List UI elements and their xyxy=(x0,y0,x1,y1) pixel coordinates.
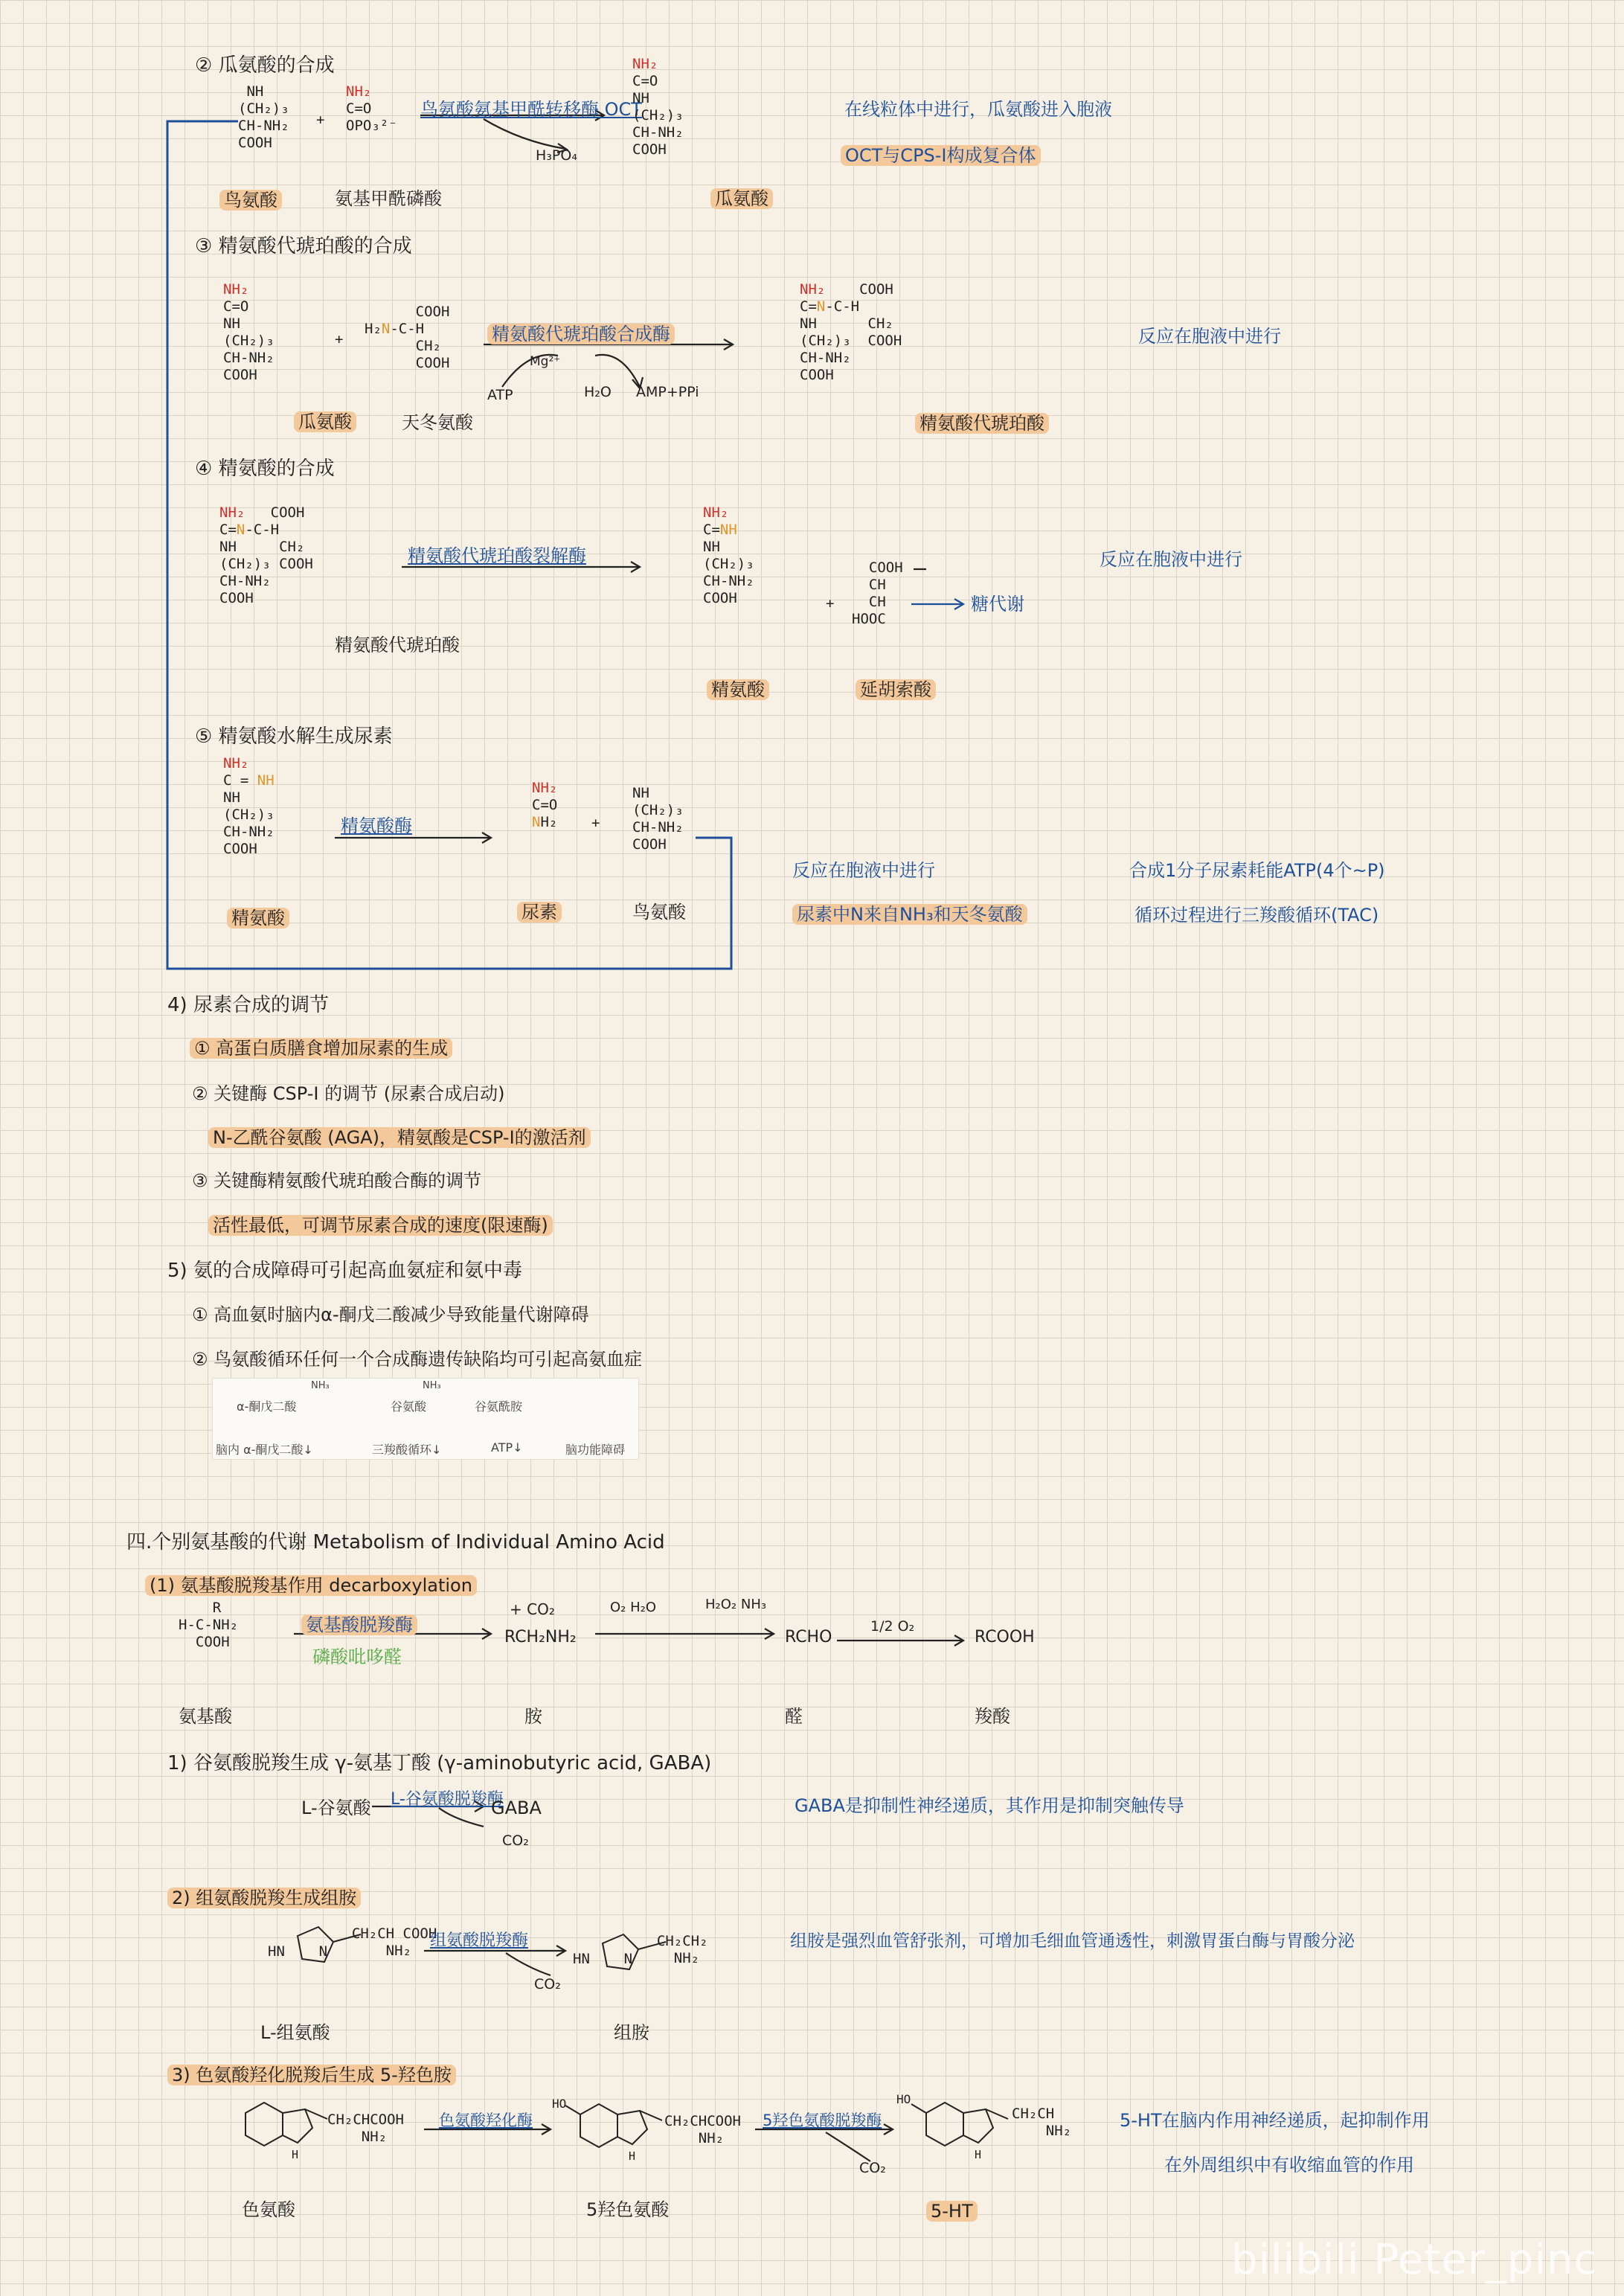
carbamoyl-phosphate-structure: NH₂ C=O OPO₃²⁻ xyxy=(346,83,397,134)
label-argininosuccinate: 精氨酸代琥珀酸 xyxy=(915,413,1049,434)
note-gaba: GABA是抑制性神经递质，其作用是抑制突触传导 xyxy=(795,1795,1184,1816)
5htp-nh: H xyxy=(629,2149,636,2163)
histamine-sidechain: CH₂CH₂ NH₂ xyxy=(656,1933,708,1966)
diagram-nh3-a: NH₃ xyxy=(311,1380,330,1391)
enzyme-5htp-decarboxylase: 5羟色氨酸脱羧酶 xyxy=(763,2111,882,2129)
label-aspartate: 天冬氨酸 xyxy=(402,412,473,433)
label-h2o: H₂O xyxy=(584,384,612,400)
label-tryptophan: 色氨酸 xyxy=(242,2199,295,2220)
histamine-ring-atoms: HN N xyxy=(573,1951,633,1967)
enzyme-decarboxylase: 氨基酸脱羧酶 xyxy=(301,1614,417,1635)
plus-sign-2: + xyxy=(335,331,344,347)
enzyme-histidine-decarboxylase: 组氨酸脱羧酶 xyxy=(430,1931,529,1950)
label-fumarate: 延胡索酸 xyxy=(856,679,936,700)
label-half-o2: 1/2 O₂ xyxy=(870,1618,915,1635)
formula-amine: RCH₂NH₂ xyxy=(504,1628,577,1646)
heading-decarboxylation: (1) 氨基酸脱羧基作用 decarboxylation xyxy=(145,1575,477,1596)
watermark: bilibili Peter_pinc xyxy=(1231,2236,1598,2284)
reg-item-3: ③ 关键酶精氨酸代琥珀酸合酶的调节 xyxy=(192,1170,482,1191)
label-5-hydroxytryptophan: 5羟色氨酸 xyxy=(586,2199,670,2220)
label-aldehyde: 醛 xyxy=(785,1706,803,1727)
note-serotonin-1: 5-HT在脑内作用神经递质，起抑制作用 xyxy=(1120,2110,1430,2131)
heading-arginine-hydrolysis: ⑤ 精氨酸水解生成尿素 xyxy=(195,725,393,748)
note-tac: 循环过程进行三羧酸循环(TAC) xyxy=(1134,905,1379,926)
label-arginine: 精氨酸 xyxy=(707,679,769,700)
label-citrulline-2: 瓜氨酸 xyxy=(294,411,356,432)
tryptophan-nh: H xyxy=(292,2148,299,2161)
enzyme-oct: 鸟氨酸氨基甲酰转移酶 OCT xyxy=(420,99,642,120)
hydroxyl-label-1: HO xyxy=(552,2097,567,2111)
5htp-sidechain: CH₂CHCOOH NH₂ xyxy=(664,2113,741,2146)
plus-sign: + xyxy=(316,112,325,128)
note-mitochondria: 在线粒体中进行，瓜氨酸进入胞液 xyxy=(844,99,1112,120)
serotonin-sidechain: CH₂CH NH₂ xyxy=(1012,2106,1072,2139)
ornithine-structure-2: NH (CH₂)₃ CH-NH₂ COOH xyxy=(632,785,684,853)
label-ornithine: 鸟氨酸 xyxy=(219,190,282,211)
enzyme-glutamate-decarboxylase: L-谷氨酸脱羧酶 xyxy=(391,1790,504,1809)
label-histamine: 组胺 xyxy=(614,2022,649,2043)
argininosuccinate-structure: NH₂ COOH C=N-C-H NH CH₂ (CH₂)₃ COOH CH-NH₂ COOH xyxy=(800,281,902,383)
heading-histamine: 2) 组氨酸脱羧生成组胺 xyxy=(167,1888,361,1908)
label-argininosuccinate-2: 精氨酸代琥珀酸 xyxy=(335,635,460,655)
hydroxyl-label-2: HO xyxy=(896,2092,911,2106)
diagram-tca: 三羧酸循环↓ xyxy=(372,1443,442,1457)
diagram-brain-akg: 脑内 α-酮戊二酸↓ xyxy=(216,1443,313,1457)
diagram-akg: α-酮戊二酸 xyxy=(237,1399,297,1414)
label-l-glutamate: L-谷氨酸 xyxy=(301,1798,371,1818)
label-h2o2-nh3: H₂O₂ NH₃ xyxy=(705,1597,767,1612)
note-histamine: 组胺是强烈血管舒张剂，可增加毛细血管通透性，刺激胃蛋白酶与胃酸分泌 xyxy=(790,1931,1355,1951)
label-gaba: GABA xyxy=(491,1798,542,1818)
coenzyme-plp: 磷酸吡哆醛 xyxy=(312,1646,402,1667)
diagram-glutamine: 谷氨酰胺 xyxy=(475,1399,523,1414)
amino-acid-structure: R H-C-NH₂ COOH xyxy=(179,1600,239,1650)
label-o2-h2o: O₂ H₂O xyxy=(610,1600,657,1615)
plus-sign-3: + xyxy=(826,595,835,612)
label-arginine-2: 精氨酸 xyxy=(227,908,289,929)
heading-urea-regulation: 4) 尿素合成的调节 xyxy=(167,994,329,1016)
note-atp-cost: 合成1分子尿素耗能ATP(4个~P) xyxy=(1129,860,1385,881)
enzyme-arginase: 精氨酸酶 xyxy=(341,815,412,836)
histidine-ring-atoms: HN N xyxy=(268,1943,328,1960)
argininosuccinate-structure-2: NH₂ COOH C=N-C-H NH CH₂ (CH₂)₃ COOH CH-NH₂ COOH xyxy=(219,504,313,606)
label-co2-gaba: CO₂ xyxy=(502,1832,529,1849)
enzyme-argininosuccinate-lyase: 精氨酸代琥珀酸裂解酶 xyxy=(408,545,586,566)
heading-serotonin: 3) 色氨酸羟化脱羧后生成 5-羟色胺 xyxy=(167,2065,456,2085)
note-cytosol-2: 反应在胞液中进行 xyxy=(1138,326,1281,347)
label-amino-acid: 氨基酸 xyxy=(179,1706,232,1727)
note-urea-nitrogen: 尿素中N来自NH₃和天冬氨酸 xyxy=(792,904,1027,925)
dis-item-2: ② 鸟氨酸循环任何一个合成酶遗传缺陷均可引起高氨血症 xyxy=(192,1349,643,1370)
label-ornithine-2: 鸟氨酸 xyxy=(632,902,686,923)
urea-structure: NH₂ C=O NH₂ xyxy=(532,780,558,830)
heading-gaba: 1) 谷氨酸脱羧生成 γ-氨基丁酸 (γ-aminobutyric acid, GABA) xyxy=(167,1752,712,1774)
diagram-brain-dysfunction: 脑功能障碍 xyxy=(565,1443,626,1457)
heading-hyperammonemia: 5) 氨的合成障碍可引起高血氨症和氨中毒 xyxy=(167,1260,522,1282)
byproduct-h3po4: H₃PO₄ xyxy=(536,147,577,164)
formula-aldehyde: RCHO xyxy=(785,1628,832,1646)
label-carbamoyl-phosphate: 氨基甲酰磷酸 xyxy=(335,188,442,209)
citrulline-structure-2: NH₂ C=O NH (CH₂)₃ CH-NH₂ COOH xyxy=(223,281,275,383)
label-amp-ppi: AMP+PPi xyxy=(636,384,699,400)
label-citrulline: 瓜氨酸 xyxy=(710,188,773,209)
label-amine: 胺 xyxy=(524,1706,542,1727)
arginine-structure: NH₂ C=NH NH (CH₂)₃ CH-NH₂ COOH xyxy=(703,504,754,606)
diagram-atp: ATP↓ xyxy=(491,1440,523,1455)
heading-individual-amino-acids: 四.个别氨基酸的代谢 Metabolism of Individual Amino Acid xyxy=(126,1531,665,1553)
heading-arginine-synthesis: ④ 精氨酸的合成 xyxy=(195,458,335,480)
reg-item-3b: 活性最低，可调节尿素合成的速度(限速酶) xyxy=(208,1215,553,1236)
note-cytosol-4: 反应在胞液中进行 xyxy=(792,860,935,881)
label-sugar-metabolism: 糖代谢 xyxy=(971,594,1024,615)
diagram-glutamate: 谷氨酸 xyxy=(391,1399,427,1414)
label-co2-hist: CO₂ xyxy=(534,1976,561,1992)
tryptophan-sidechain: CH₂CHCOOH NH₂ xyxy=(327,2111,404,2145)
heading-citrulline: ② 瓜氨酸的合成 xyxy=(195,54,335,77)
note-serotonin-2: 在外周组织中有收缩血管的作用 xyxy=(1164,2155,1414,2175)
ornithine-structure: NH (CH₂)₃ CH-NH₂ COOH xyxy=(238,83,289,151)
label-l-histidine: L-组氨酸 xyxy=(260,2022,330,2043)
serotonin-nh: H xyxy=(975,2148,982,2161)
aspartate-structure: COOH H₂N-C-H CH₂ COOH xyxy=(365,304,450,371)
reg-item-2b: N-乙酰谷氨酸 (AGA)，精氨酸是CSP-Ⅰ的激活剂 xyxy=(208,1127,591,1148)
fumarate-structure: COOH CH CH HOOC xyxy=(852,559,903,627)
heading-argininosuccinate: ③ 精氨酸代琥珀酸的合成 xyxy=(195,235,412,257)
label-atp: ATP xyxy=(487,387,513,403)
histidine-sidechain: CH₂CH COOH NH₂ xyxy=(351,1925,437,1959)
citrulline-structure: NH₂ C=O NH (CH₂)₃ CH-NH₂ COOH xyxy=(632,56,684,158)
label-5-ht: 5-HT xyxy=(926,2201,978,2222)
note-cytosol-3: 反应在胞液中进行 xyxy=(1100,549,1242,570)
dis-item-1: ① 高血氨时脑内α-酮戊二酸减少导致能量代谢障碍 xyxy=(192,1304,589,1325)
plus-sign-4: + xyxy=(591,815,600,831)
label-urea: 尿素 xyxy=(517,902,562,923)
label-co2: + CO₂ xyxy=(510,1600,555,1618)
formula-acid: RCOOH xyxy=(975,1628,1035,1646)
note-oct-cps: OCT与CPS-Ⅰ构成复合体 xyxy=(841,145,1041,166)
reg-item-1: ① 高蛋白质膳食增加尿素的生成 xyxy=(190,1038,452,1059)
reg-item-2: ② 关键酶 CSP-Ⅰ 的调节 (尿素合成启动) xyxy=(192,1083,505,1104)
enzyme-tryptophan-hydroxylase: 色氨酸羟化酶 xyxy=(439,2111,533,2129)
enzyme-argininosuccinate-synthetase: 精氨酸代琥珀酸合成酶 xyxy=(487,324,675,344)
diagram-nh3-b: NH₃ xyxy=(423,1380,441,1391)
label-carboxylic-acid: 羧酸 xyxy=(975,1706,1010,1727)
cofactor-mg: Mg²⁺ xyxy=(530,354,561,369)
arginine-structure-2: NH₂ C = NH NH (CH₂)₃ CH-NH₂ COOH xyxy=(223,755,275,857)
label-co2-ser: CO₂ xyxy=(859,2160,886,2176)
